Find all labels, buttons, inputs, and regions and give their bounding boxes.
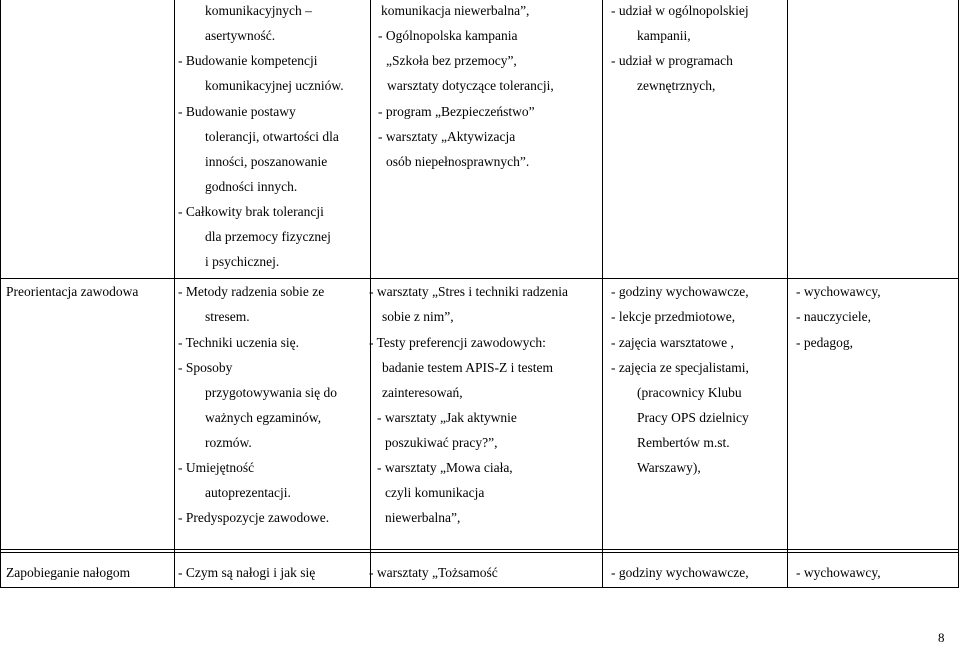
- text-line: inności, poszanowanie: [205, 154, 328, 169]
- text-line: zainteresowań,: [382, 385, 463, 400]
- text-line: - nauczyciele,: [796, 309, 871, 324]
- text-line: - Budowanie postawy: [178, 104, 296, 119]
- text-line: - warsztaty „Aktywizacja: [378, 129, 516, 144]
- row-continued: [0, 0, 958, 278]
- text-line: dla przemocy fizycznej: [205, 229, 331, 244]
- row-preorientacja: [0, 279, 958, 549]
- text-line: - Umiejętność: [178, 460, 255, 475]
- text-line: Rembertów m.st.: [637, 435, 730, 450]
- text-line: komunikacyjnej uczniów.: [205, 78, 344, 93]
- text-line: - godziny wychowawcze,: [611, 565, 749, 580]
- text-line: - wychowawcy,: [796, 565, 881, 580]
- text-line: - Testy preferencji zawodowych:: [369, 335, 546, 350]
- text-line: tolerancji, otwartości dla: [205, 129, 339, 144]
- text-line: godności innych.: [205, 179, 298, 194]
- text-line: - warsztaty „Tożsamość: [369, 565, 498, 580]
- page-number: 8: [938, 630, 945, 645]
- text-line: - Budowanie kompetencji: [178, 53, 318, 68]
- text-line: rozmów.: [205, 435, 252, 450]
- text-line: - warsztaty „Stres i techniki radzenia: [369, 284, 569, 299]
- text-line: Warszawy),: [637, 460, 701, 475]
- text-line: osób niepełnosprawnych”.: [386, 154, 530, 169]
- text-line: - Sposoby: [178, 360, 233, 375]
- row-divider-2-top: [0, 549, 959, 550]
- text-line: autoprezentacji.: [205, 485, 291, 500]
- text-line: - lekcje przedmiotowe,: [611, 309, 736, 324]
- text-line: - zajęcia warsztatowe ,: [611, 335, 734, 350]
- text-line: sobie z nim”,: [382, 309, 454, 324]
- table-border-bottom: [0, 587, 959, 588]
- text-line: stresem.: [205, 309, 250, 324]
- text-line: - Metody radzenia sobie ze: [178, 284, 325, 299]
- text-line: - Ogólnopolska kampania: [378, 28, 518, 43]
- text-line: - zajęcia ze specjalistami,: [611, 360, 749, 375]
- text-line: - Całkowity brak tolerancji: [178, 204, 324, 219]
- text-line: ważnych egzaminów,: [205, 410, 322, 425]
- text-line: - Techniki uczenia się.: [178, 335, 300, 350]
- text-line: - pedagog,: [796, 335, 853, 350]
- text-line: - udział w ogólnopolskiej: [611, 3, 749, 18]
- text-line: niewerbalna”,: [385, 510, 461, 525]
- text-line: asertywność.: [205, 28, 276, 43]
- text-line: Pracy OPS dzielnicy: [637, 410, 749, 425]
- row-label: Zapobieganie nałogom: [6, 565, 131, 580]
- table-border-right: [958, 0, 959, 588]
- text-line: komunikacja niewerbalna”,: [381, 3, 530, 18]
- text-line: kampanii,: [637, 28, 691, 43]
- text-line: poszukiwać pracy?”,: [385, 435, 498, 450]
- text-line: i psychicznej.: [205, 254, 280, 269]
- text-line: (pracownicy Klubu: [637, 385, 742, 400]
- text-line: badanie testem APIS-Z i testem: [382, 360, 553, 375]
- text-line: - Czym są nałogi i jak się: [178, 565, 316, 580]
- text-line: - godziny wychowawcze,: [611, 284, 749, 299]
- text-line: warsztaty dotyczące tolerancji,: [387, 78, 554, 93]
- text-line: czyli komunikacja: [385, 485, 485, 500]
- text-line: - wychowawcy,: [796, 284, 881, 299]
- row-label: Preorientacja zawodowa: [6, 284, 139, 299]
- text-line: zewnętrznych,: [637, 78, 716, 93]
- text-line: komunikacyjnych –: [205, 3, 312, 18]
- text-line: „Szkoła bez przemocy”,: [386, 53, 517, 68]
- text-line: - udział w programach: [611, 53, 733, 68]
- text-line: - warsztaty „Mowa ciała,: [377, 460, 513, 475]
- text-line: - Predyspozycje zawodowe.: [178, 510, 330, 525]
- text-line: - warsztaty „Jak aktywnie: [377, 410, 517, 425]
- row-zapobieganie: [0, 553, 958, 587]
- text-line: - program „Bezpieczeństwo”: [378, 104, 535, 119]
- text-line: przygotowywania się do: [205, 385, 337, 400]
